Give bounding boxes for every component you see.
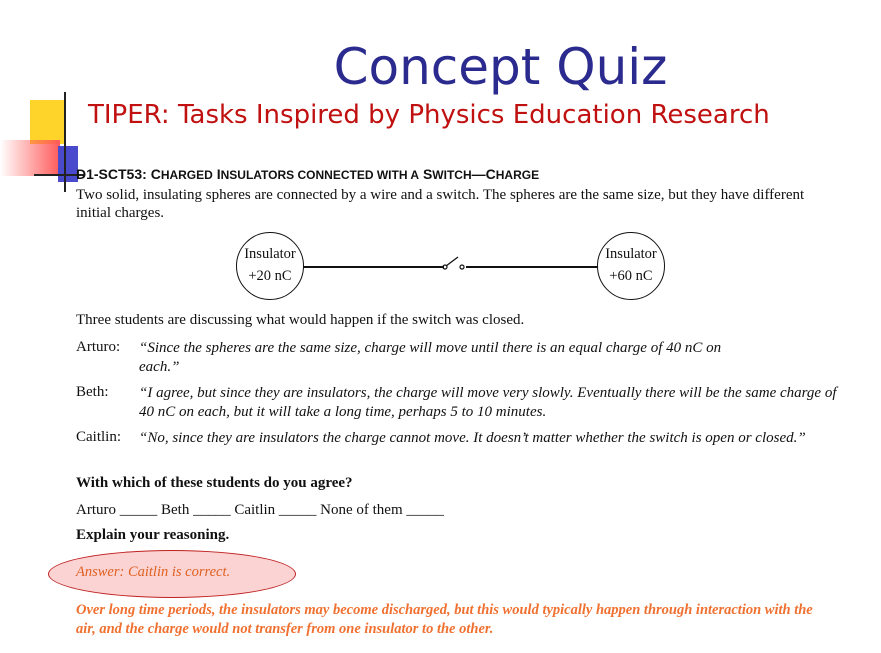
student-name-arturo: Arturo: <box>76 339 121 355</box>
heading-text: HARGE <box>495 168 540 182</box>
heading-text: C <box>150 166 161 182</box>
heading-text: HARGED <box>160 168 213 182</box>
right-insulator-label: Insulator <box>605 246 657 262</box>
wire-right <box>466 266 600 268</box>
heading-text: NSULATORS CONNECTED WITH A <box>220 168 420 182</box>
heading-text: S <box>422 166 433 182</box>
answer-text: Answer: Caitlin is correct. <box>76 564 231 580</box>
left-insulator-charge: +20 nC <box>248 268 292 284</box>
switch-icon <box>440 252 470 276</box>
student-quote-arturo: “Since the spheres are the same size, charge will move until there is an equal charge of 40 nC on each.” <box>139 340 722 375</box>
student-name-beth: Beth: <box>76 384 109 400</box>
slide-subtitle: TIPER: Tasks Inspired by Physics Education Research <box>88 100 770 130</box>
decorative-red-bar <box>0 140 60 176</box>
problem-intro: Two solid, insulating spheres are connected by a wire and a switch. The spheres are the same size, but they have different initial charges. <box>76 187 805 221</box>
heading-text: WITCH <box>432 168 472 182</box>
slide-title: Concept Quiz <box>333 38 668 96</box>
question-text: With which of these students do you agree? <box>76 475 353 491</box>
left-insulator-label: Insulator <box>244 246 296 262</box>
explain-prompt: Explain your reasoning. <box>76 527 230 543</box>
heading-text: I <box>216 166 221 182</box>
decorative-blue-square <box>58 146 78 182</box>
heading-text: —C <box>471 166 496 182</box>
right-insulator-charge: +60 nC <box>609 268 653 284</box>
student-quote-caitlin: “No, since they are insulators the charge cannot move. It doesn’t matter whether the switch is open or closed.” <box>139 430 806 446</box>
wire-left <box>302 266 444 268</box>
problem-code: D1-SCT53: <box>76 166 147 182</box>
left-insulator-sphere <box>236 232 304 300</box>
decorative-vertical-line <box>64 92 66 192</box>
student-name-caitlin: Caitlin: <box>76 429 121 445</box>
right-insulator-sphere <box>597 232 665 300</box>
problem-heading <box>76 166 539 182</box>
answer-choices: Arturo _____ Beth _____ Caitlin _____ None of them _____ <box>76 502 444 518</box>
decorative-yellow-square <box>30 100 66 144</box>
discussion-prompt: Three students are discussing what would happen if the switch was closed. <box>76 312 525 328</box>
answer-explanation: Over long time periods, the insulators may become discharged, but this would typically happen through interaction with the air, and the charge would not transfer from one insulator to the other. <box>76 602 813 637</box>
student-quote-beth: “I agree, but since they are insulators, the charge will move very slowly. Eventually there will be the same charge of 40 nC on each, but it will take a long time, perhaps 5 to 10 minutes. <box>139 385 837 420</box>
